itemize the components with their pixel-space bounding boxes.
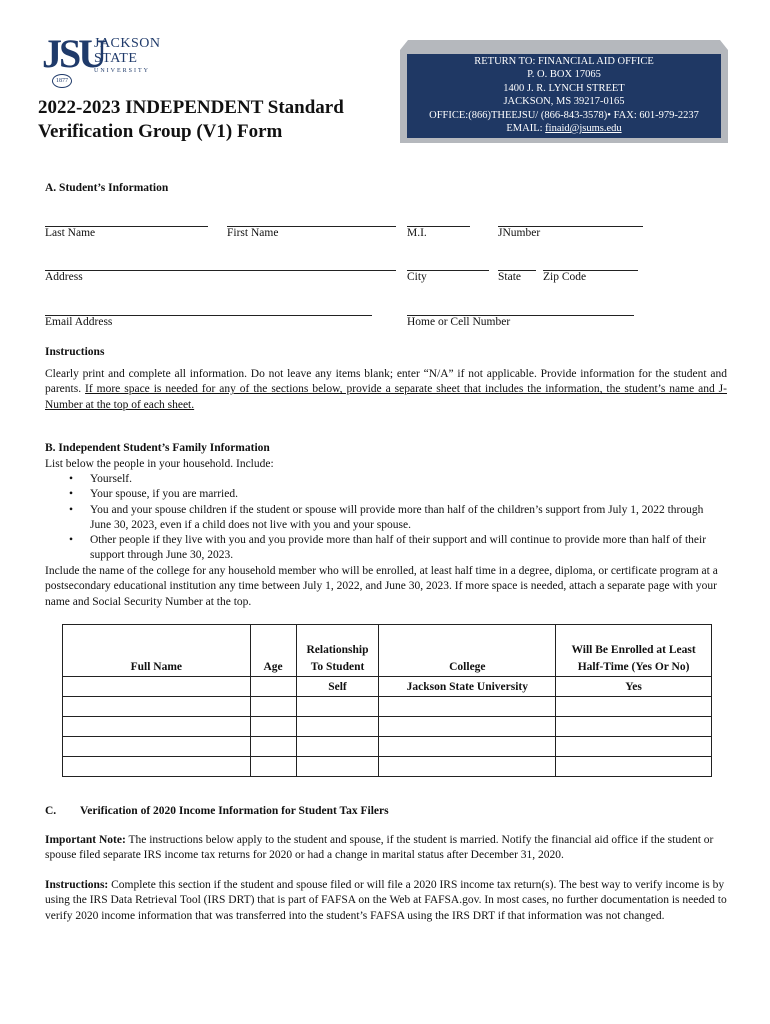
important-note-label: Important Note:: [45, 834, 126, 846]
cell-college: Jackson State University: [379, 677, 556, 697]
address-line[interactable]: [45, 270, 396, 271]
section-b-bullets: [69, 472, 727, 564]
cell-college[interactable]: [379, 717, 556, 737]
zip-label: Zip Code: [543, 271, 587, 283]
logo-wordmark: [94, 36, 161, 76]
table-row: [63, 697, 712, 717]
table-header-row: [63, 625, 712, 677]
return-line: RETURN TO: FINANCIAL AID OFFICE: [474, 56, 654, 67]
city-label: City: [407, 271, 427, 283]
email-link[interactable]: finaid@jsums.edu: [545, 123, 622, 135]
cell-full-name[interactable]: [63, 737, 251, 757]
important-note-text: The instructions below apply to the student and spouse, if the student is married. Notify the financial aid office if the student or spouse filed separate IRS income tax returns for 2020 or had a change in marital status after December 31, 2020.: [45, 834, 714, 862]
address-label: Address: [45, 271, 83, 283]
table-row: [63, 757, 712, 777]
section-b-heading: B. Independent Student’s Family Information: [45, 442, 270, 454]
bullet-item: • Other people if they live with you and you provide more than half of their support and will continue to provide more than half of their support through June 30, 2023.: [69, 533, 727, 564]
cell-relationship[interactable]: [296, 717, 379, 737]
last-name-label: Last Name: [45, 227, 96, 239]
logo-line2: STATE: [94, 51, 138, 66]
cell-age[interactable]: [250, 717, 296, 737]
cell-relationship[interactable]: [296, 757, 379, 777]
cell-enrolled[interactable]: [556, 717, 712, 737]
bullet-item: • Yourself.: [69, 472, 727, 487]
email-address-label: Email Address: [45, 316, 113, 328]
logo-year: 1877: [52, 74, 72, 88]
cell-age[interactable]: [250, 757, 296, 777]
section-c-instructions: [45, 878, 727, 924]
cell-relationship[interactable]: [296, 737, 379, 757]
cell-relationship: Self: [296, 677, 379, 697]
cell-age[interactable]: [250, 737, 296, 757]
section-a-heading: A. Student’s Information: [45, 182, 169, 194]
email-label: EMAIL:: [506, 123, 546, 135]
table-row: [63, 677, 712, 697]
section-b-outro: Include the name of the college for any household member who will be enrolled, at least half time in a degree, diploma, or certificate program at a postsecondary educational institution any time between July 1, 2022, and June 30, 2023. If more space is needed, attach a separate page with your name and Social Security Number at the top.: [45, 565, 718, 608]
cell-college[interactable]: [379, 757, 556, 777]
cell-full-name[interactable]: [63, 757, 251, 777]
important-note: [45, 833, 725, 864]
instructions-text: [45, 367, 727, 413]
logo-mark: JSU: [42, 31, 105, 76]
col-header-relationship: Relationship To Student: [296, 625, 379, 677]
table-row: [63, 737, 712, 757]
return-address-box: [407, 54, 721, 138]
return-line: 1400 J. R. LYNCH STREET: [503, 82, 625, 94]
instructions-underlined: If more space is needed for any of the sections below, provide a separate sheet that includes the information, the student’s name and J-Number at the top of each sheet.: [45, 383, 727, 411]
cell-age[interactable]: [250, 677, 296, 697]
first-name-label: First Name: [227, 227, 279, 239]
cell-enrolled[interactable]: [556, 757, 712, 777]
cell-enrolled[interactable]: [556, 737, 712, 757]
cell-enrolled[interactable]: [556, 697, 712, 717]
jsu-logo: [42, 31, 172, 90]
col-header-college: College: [379, 625, 556, 677]
return-line: JACKSON, MS 39217-0165: [503, 96, 625, 108]
household-table: [62, 624, 712, 777]
return-line: OFFICE:(866)THEEJSU/ (866-843-3578)• FAX: 601-979-2237: [429, 109, 699, 121]
cell-relationship[interactable]: [296, 697, 379, 717]
table-row: [63, 717, 712, 737]
section-c-instructions-label: Instructions:: [45, 879, 109, 891]
state-label: State: [498, 271, 521, 283]
section-b-intro: List below the people in your household. Include:: [45, 458, 274, 470]
cell-age[interactable]: [250, 697, 296, 717]
jnumber-label: JNumber: [498, 227, 541, 239]
section-c-letter: C.: [45, 805, 57, 817]
section-c-heading: Verification of 2020 Income Information for Student Tax Filers: [80, 805, 389, 817]
cell-full-name[interactable]: [63, 697, 251, 717]
cell-enrolled: Yes: [556, 677, 712, 697]
logo-line3: UNIVERSITY: [94, 68, 150, 74]
instructions-heading: Instructions: [45, 346, 105, 358]
logo-line1: JACKSON: [94, 36, 161, 51]
cell-college[interactable]: [379, 697, 556, 717]
col-header-enrolled: Will Be Enrolled at Least Half-Time (Yes Or No): [556, 625, 712, 677]
bullet-item: • Your spouse, if you are married.: [69, 487, 727, 502]
instructions-plain: Clearly print and complete all information. Do not leave any items blank; enter “N/A” if not applicable. Provide information for the student and parents.: [45, 368, 727, 396]
cell-full-name[interactable]: [63, 677, 251, 697]
mi-label: M.I.: [407, 227, 427, 239]
phone-label: Home or Cell Number: [407, 316, 511, 328]
form-title: [38, 96, 344, 144]
col-header-age: Age: [250, 625, 296, 677]
col-header-full-name: Full Name: [63, 625, 251, 677]
cell-full-name[interactable]: [63, 717, 251, 737]
bullet-item: • You and your spouse children if the student or spouse will provide more than half of the children’s support from July 1, 2022 through June 30, 2023, even if a child does not live with you and your spouse.: [69, 503, 727, 534]
return-email-line: [407, 122, 721, 135]
form-title-line1: 2022-2023 INDEPENDENT Standard: [38, 97, 344, 118]
return-line: P. O. BOX 17065: [527, 69, 601, 81]
section-c-instructions-text: Complete this section if the student and spouse filed or will file a 2020 IRS income tax return(s). The best way to verify income is by using the IRS Data Retrieval Tool (IRS DRT) that is part of FAFSA on the Web at FAFSA.gov. In most cases, no further documentation is needed to verify 2020 income information that was transferred into the student’s FAFSA using the IRS DRT if that information was not changed.: [45, 879, 727, 922]
cell-college[interactable]: [379, 737, 556, 757]
form-title-line2: Verification Group (V1) Form: [38, 121, 283, 142]
